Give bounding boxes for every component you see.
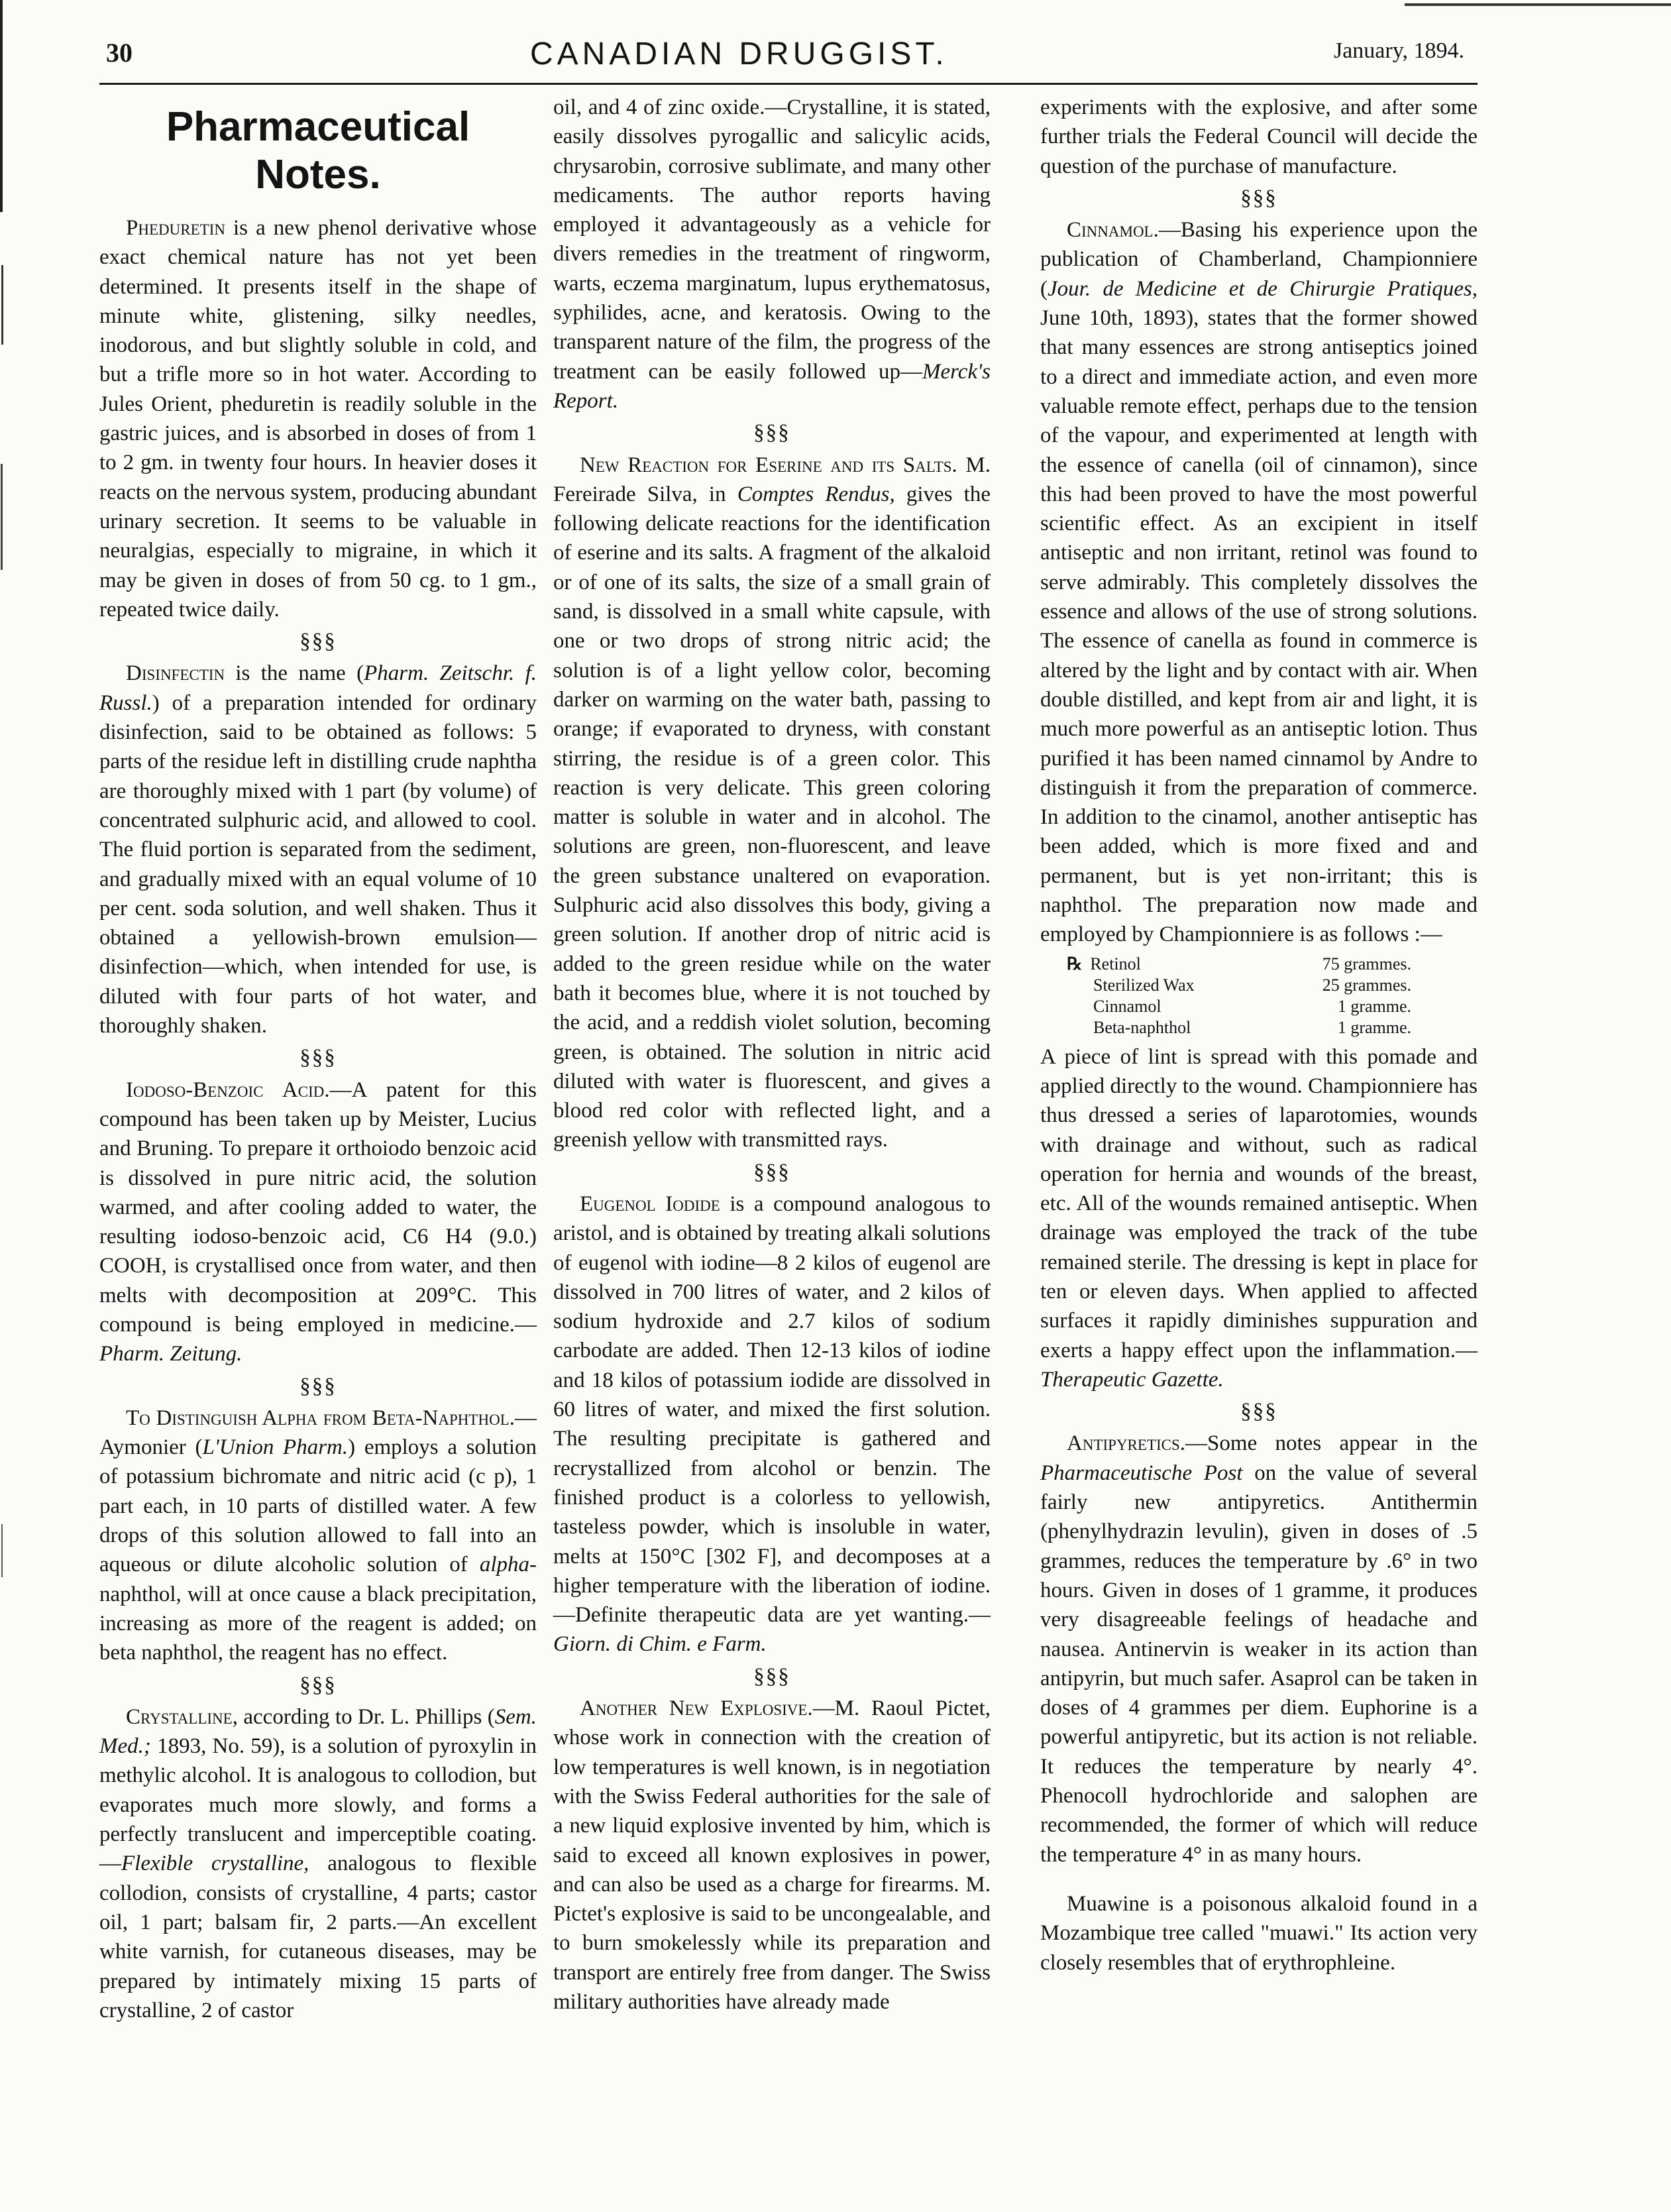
article-eugenol-iodide [553, 1189, 991, 1659]
entry-body: experiments with the explosive, and after some further trials the Federal Council will decide the question of the purchase of manufacture. [1040, 95, 1478, 178]
article-explosive [553, 1694, 991, 2017]
citation: Merck's Report. [553, 359, 991, 413]
entry-body: -naphthol, will at once cause a black precipitation, increasing as more of the reagent is added; on beta naphthol, the reagent has no effect. [99, 1553, 537, 1665]
article-muawine [1040, 1889, 1478, 1977]
entry-body: is a compound analogous to aristol, and is obtained by treating alkali solutions of eugenol with iodine—8 2 kilos of eugenol are dissolved in 700 litres of water, and 2 kilos of sodium hydroxide and 2.7 kilos of sodium carbodate are added. Then 12-13 kilos of iodine and 18 kilos of potassium iodide are dissolved in 60 litres of water, and mixed the first solution. The resulting precipitate is gathered and recrystallized from alcohol or benzin. The finished product is a colorless to yellowish, tasteless powder, which is insoluble in water, melts at 150°C [302 F], and decomposes at a higher temperature with the liberation of iodine.—Definite therapeutic data are yet wanting.— [553, 1191, 991, 1628]
entry-body: —Basing his experience upon the publication of Chamberland, Championniere ( [1040, 218, 1478, 301]
header-rule [99, 83, 1478, 85]
column-1 [99, 93, 537, 2025]
article-iodoso-benzoic [99, 1076, 537, 1369]
section-separator: §§§ [1240, 1400, 1277, 1424]
entry-head: Another New Explosive. [580, 1696, 813, 1721]
entry-head: Antipyretics. [1067, 1431, 1186, 1456]
article-antipyretics [1040, 1429, 1478, 1869]
column-3 [1040, 93, 1478, 1977]
formula-amount: 1 gramme. [1337, 996, 1411, 1016]
formula-ingredient: Sterilized Wax [1093, 975, 1195, 995]
column-2 [553, 93, 991, 2017]
left-edge-scan-artifact [0, 0, 7, 2212]
entry-head: Cinnamol. [1067, 218, 1159, 243]
formula-row [1067, 996, 1411, 1017]
entry-body: is the name ( [225, 661, 364, 686]
entry-head: New Reaction for Eserine and its Salts. [580, 453, 957, 477]
article-cinnamol [1040, 215, 1478, 949]
entry-body: ) of a preparation intended for ordinary disinfection, said to be obtained as follows: 5 parts of the residue left in distilling crude naphtha are thoroughly mixed with 1 part (by volume) of concentrated sulphuric acid, and allowed to cool. The fluid portion is separated from the sediment, and gradually mixed with an equal volume of 10 per cent. soda solution, and well shaken. Thus it obtained a yellowish-brown emulsion—disinfection—which, when intended for use, is diluted with four parts of hot water, and thoroughly shaken. [99, 691, 537, 1038]
entry-body: gives the following delicate reactions for the identification of eserine and its salts. A fragment of the alkaloid or of one of its salts, the size of a small grain of sand, is dissolved in a small white capsule, with one or two drops of strong nitric acid; the solution is of a light yellow color, becoming darker on warming on the water bath, passing to orange; if evaporated to dryness, with constant stirring, the residue is of a green color. This reaction is very delicate. This green coloring matter is soluble in water and in alcohol. The solutions are green, non-fluorescent, and leave the green substance unaltered on evaporation. Sulphuric acid also dissolves this body, giving a green solution. If another drop of nitric acid is added to the green residue while on the water bath it becomes blue, where it is not touched by the acid, and a reddish violet solution, becoming green, is obtained. The solution in nitric acid diluted with water is fluorescent, and gives a blood red color with reflected light, and a greenish yellow with transmitted rays. [553, 482, 991, 1152]
section-separator: §§§ [299, 1673, 337, 1697]
article-explosive-continued [1040, 93, 1478, 181]
article-naphthol [99, 1404, 537, 1668]
citation: Comptes Rendus, [737, 482, 895, 506]
article-crystalline-continued [553, 93, 991, 415]
article-cinnamol-continued [1040, 1042, 1478, 1395]
issue-date: January, 1894. [1333, 38, 1464, 63]
top-edge-scan-artifact [1405, 0, 1671, 8]
page-number: 30 [106, 38, 133, 68]
formula-row [1067, 975, 1411, 996]
citation: Giorn. di Chim. e Farm. [553, 1632, 767, 1657]
entry-head: To Distinguish Alpha from Beta-Naphthol. [126, 1406, 515, 1430]
section-separator: §§§ [299, 1374, 337, 1398]
entry-head: Eugenol Iodide [580, 1191, 720, 1216]
entry-head: Disinfectin [126, 661, 225, 686]
rx-symbol: ℞ [1067, 954, 1083, 973]
entry-body: M. Fereirade Silva, in [553, 453, 991, 506]
citation: Pharm. Zeitung. [99, 1342, 243, 1366]
citation: Sem. Med.; [99, 1704, 537, 1759]
entry-body: June 10th, 1893), states that the former showed that many essences are strong antiseptics joined to a direct and immediate action, and even more valuable remote effect, perhaps due to the tension of the vapour, and experimented at length with the essence of canella (oil of cinnamon), since this had been proved to have the most powerful scientific effect. As an excipient in itself antiseptic and non irritant, retinol was found to serve admirably. This completely dissolves the essence and allows of the use of strong solutions. The essence of canella as found in commerce is altered by the light and by contact with air. When double distilled, and kept from air and light, it is much more powerful as an antiseptic lotion. Thus purified it has been named cinnamol by Andre to distinguish it from the preparation of commerce. In addition to the cinamol, another antiseptic has been added, which is more fixed and and permanent, but is yet non-irritant; this is naphthol. The preparation now made and employed by Championniere is as follows :— [1040, 306, 1478, 947]
citation: L'Union Pharm. [202, 1435, 349, 1460]
formula-amount: 1 gramme. [1337, 1017, 1411, 1037]
emphasis: Flexible crystalline, [121, 1852, 309, 1876]
entry-body: —M. Raoul Pictet, whose work in connection with the creation of low temperatures is well known, is in negotiation with the Swiss Federal authorities for the sale of a new liquid explosive invented by him, which is said to exceed all known explosives in power, and can also be used as a charge for firearms. M. Pictet's explosive is said to be uncongealable, and to burn smokelessly while its preparation and transport are entirely free from danger. The Swiss military authorities have already made [553, 1696, 991, 2014]
formula-row [1067, 1017, 1411, 1038]
section-separator: §§§ [1240, 186, 1277, 210]
entry-body: oil, and 4 of zinc oxide.—Crystalline, it is stated, easily dissolves pyrogallic and salicylic acids, chrysarobin, corrosive sublimate, and many other medicaments. The author reports having employed it advantageously as a vehicle for divers remedies in the treatment of ringworm, warts, eczema marginatum, lupus erythematosus, syphilides, acne, and keratosis. Owing to the transparent nature of the film, the progress of the treatment can be easily followed up— [553, 95, 991, 384]
formula-ingredient: Retinol [1090, 954, 1141, 973]
article-crystalline [99, 1702, 537, 2025]
page-header [99, 32, 1478, 78]
article-disinfectin [99, 659, 537, 1040]
entry-body: A piece of lint is spread with this pomade and applied directly to the wound. Championniere has thus dressed a series of laparotomies, wounds with drainage and without, such as radical operation for hernia and wounds of the breast, etc. All of the wounds remained antiseptic. When drainage was employed the track of the tube remained sterile. The dressing is kept in place for ten or eleven days. When applied to affected surfaces it rapidly diminishes suppuration and exerts a happy effect upon the inflammation.— [1040, 1044, 1478, 1362]
citation: Jour. de Medicine et de Chirurgie Pratiques, [1048, 276, 1478, 301]
entry-head: Iodoso-Benzoic Acid. [126, 1078, 330, 1102]
formula-amount: 25 grammes. [1322, 975, 1411, 995]
entry-body: —Aymonier ( [99, 1406, 537, 1460]
entry-body: 1893, No. 59), is a solution of pyroxylin in methylic alcohol. It is analogous to collodion, but evaporates much more slowly, and forms a perfectly translucent and imperceptible coating.— [99, 1734, 537, 1876]
journal-title: CANADIAN DRUGGIST. [530, 36, 948, 72]
formula-ingredient: Beta-naphthol [1093, 1017, 1191, 1037]
section-separator: §§§ [753, 1664, 790, 1688]
article-title: Pharmaceutical Notes. [166, 104, 470, 197]
citation: Therapeutic Gazette. [1040, 1367, 1224, 1392]
entry-body: is a new phenol derivative whose exact chemical nature has not yet been determined. It presents itself in the shape of minute white, glistening, silky needles, inodorous, and but slightly soluble in cold, and but a trifle more so in hot water. According to Jules Orient, pheduretin is readily soluble in the gastric juices, and is absorbed in doses of from 1 to 2 gm. in twenty four hours. In heavier doses it reacts on the nervous system, producing abundant urinary secretion. It seems to be valuable in neuralgias, especially to migraine, in which it may be given in doses of from 50 cg. to 1 gm., repeated twice daily. [99, 216, 537, 622]
entry-body: —Some notes appear in the [1185, 1431, 1478, 1456]
section-separator: §§§ [299, 630, 337, 654]
entry-body: on the value of several fairly new antipyretics. Antithermin (phenylhydrazin levulin), given in doses of .5 grammes, reduces the temperature by .6° in two hours. Given in doses of 1 gramme, it produces very disagreeable feelings of headache and nausea. Antinervin is weaker in its action than antipyrin, but much safer. Asaprol can be taken in doses of 4 grammes per diem. Euphorine is a powerful antipyretic, but its action is not reliable. It reduces the temperature by nearly 4°. Phenocoll hydrochloride and salophen are recommended, the former of which will reduce the temperature 4° in as many hours. [1040, 1461, 1478, 1867]
emphasis: alpha [479, 1553, 529, 1577]
entry-body: according to Dr. L. Phillips ( [237, 1704, 495, 1729]
article-eserine [553, 451, 991, 1155]
entry-body: —A patent for this compound has been taken up by Meister, Lucius and Bruning. To prepare it orthoiodo benzoic acid is dissolved in pure nitric acid, the solution warmed, and after cooling added to water, the resulting iodoso-benzoic acid, C6 H4 (9.0.) COOH, is crystallised once from water, and then melts with decomposition at 209°C. This compound is being employed in medicine.— [99, 1078, 537, 1337]
citation: Pharm. Zeitschr. f. Russl. [99, 661, 537, 715]
entry-head: Crystalline, [126, 1704, 238, 1729]
formula-amount: 75 grammes. [1322, 954, 1411, 973]
formula-row [1067, 954, 1411, 975]
formula-ingredient: Cinnamol [1093, 996, 1161, 1016]
section-separator: §§§ [299, 1046, 337, 1070]
section-separator: §§§ [753, 421, 790, 445]
entry-body: analogous to flexible collodion, consists of crystalline, 4 parts; castor oil, 1 part; balsam fir, 2 parts.—An excellent white varnish, for cutaneous diseases, may be prepared by intimately mixing 15 parts of crystalline, 2 of castor [99, 1852, 537, 2022]
entry-body: ) employs a solution of potassium bichromate and nitric acid (c p), 1 part each, in 10 parts of distilled water. A few drops of this solution allowed to fall into an aqueous or dilute alcoholic solution of [99, 1435, 537, 1577]
entry-head: Pheduretin [126, 216, 225, 240]
section-separator: §§§ [753, 1160, 790, 1184]
citation: Pharmaceutische Post [1040, 1461, 1243, 1485]
article-pheduretin [99, 213, 537, 624]
formula-table [1067, 954, 1478, 1038]
entry-body: Muawine is a poisonous alkaloid found in a Mozambique tree called "muawi." Its action very closely resembles that of erythrophleine. [1040, 1891, 1478, 1975]
